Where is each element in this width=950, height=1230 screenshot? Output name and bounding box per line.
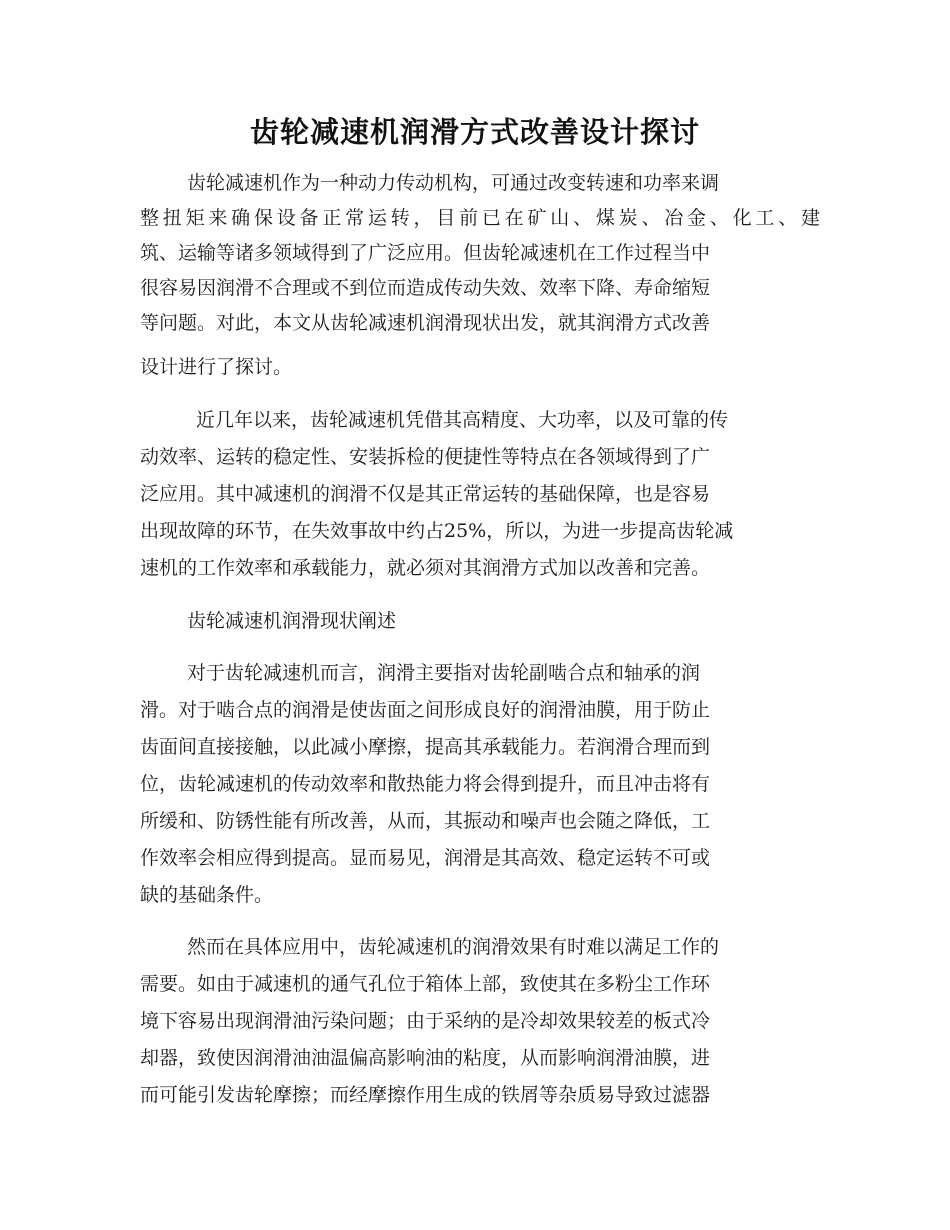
- paragraph-line: 缺的基础条件。: [140, 884, 274, 906]
- paragraph-line: 境下容易出现润滑油污染问题；由于采纳的是冷却效果较差的板式冷: [140, 1010, 711, 1032]
- paragraph-line: 对于齿轮减速机而言，润滑主要指对齿轮副啮合点和轴承的润: [187, 662, 701, 684]
- paragraph-line: 位，齿轮减速机的传动效率和散热能力将会得到提升，而且冲击将有: [140, 773, 711, 795]
- paragraph-line: 齿面间直接接触，以此减小摩擦，提高其承载能力。若润滑合理而到: [140, 736, 711, 758]
- paragraph-line: 泛应用。其中减速机的润滑不仅是其正常运转的基础保障，也是容易: [140, 483, 711, 505]
- paragraph-line: 近几年以来，齿轮减速机凭借其高精度、大功率，以及可靠的传: [196, 409, 729, 431]
- paragraph-line: 而可能引发齿轮摩擦；而经摩擦作用生成的铁屑等杂质易导致过滤器: [140, 1084, 711, 1106]
- paragraph-line: 齿轮减速机作为一种动力传动机构，可通过改变转速和功率来调: [187, 172, 720, 194]
- paragraph-line: 作效率会相应得到提高。显而易见，润滑是其高效、稳定运转不可或: [140, 847, 711, 869]
- paragraph-line: 速机的工作效率和承载能力，就必须对其润滑方式加以改善和完善。: [140, 557, 711, 579]
- paragraph-line: 需要。如由于减速机的通气孔位于箱体上部，致使其在多粉尘工作环: [140, 973, 711, 995]
- document-title: 齿轮减速机润滑方式改善设计探讨: [249, 115, 700, 149]
- paragraph-line: 出现故障的环节，在失效事故中约占25%，所以，为进一步提高齿轮减: [140, 520, 734, 542]
- paragraph-line: 滑。对于啮合点的润滑是使齿面之间形成良好的润滑油膜，用于防止: [140, 699, 711, 721]
- section-heading: 齿轮减速机润滑现状阐述: [187, 610, 397, 632]
- paragraph-line: 动效率、运转的稳定性、安装拆检的便捷性等特点在各领域得到了广: [140, 446, 711, 468]
- paragraph-line: 整扭矩来确保设备正常运转，目前已在矿山、煤炭、冶金、化工、建: [140, 207, 820, 229]
- paragraph-line: 设计进行了探讨。: [140, 356, 293, 378]
- paragraph-line: 所缓和、防锈性能有所改善，从而，其振动和噪声也会随之降低，工: [140, 810, 711, 832]
- paragraph-line: 等问题。对此，本文从齿轮减速机润滑现状出发，就其润滑方式改善: [140, 312, 711, 334]
- paragraph-line: 然而在具体应用中，齿轮减速机的润滑效果有时难以满足工作的: [187, 936, 720, 958]
- paragraph-line: 却器，致使因润滑油油温偏高影响油的粘度，从而影响润滑油膜，进: [140, 1047, 711, 1069]
- paragraph-line: 筑、运输等诸多领域得到了广泛应用。但齿轮减速机在工作过程当中: [140, 242, 711, 264]
- paragraph-line: 很容易因润滑不合理或不到位而造成传动失效、效率下降、寿命缩短: [140, 277, 711, 299]
